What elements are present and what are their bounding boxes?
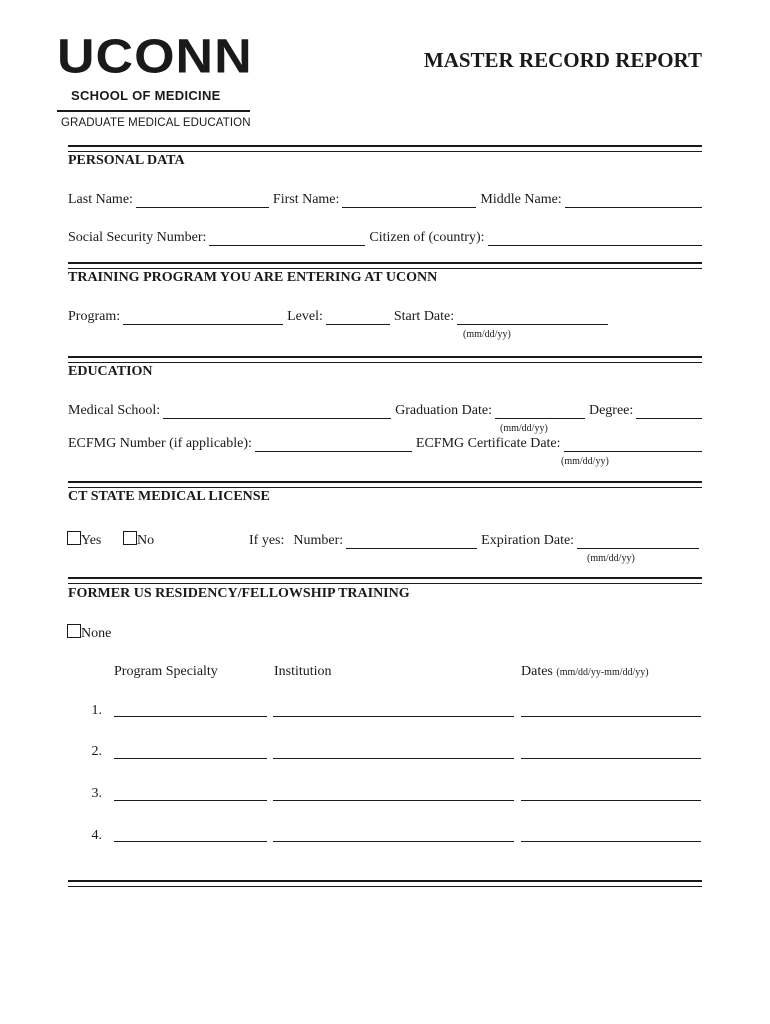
specialty-field[interactable] <box>114 703 267 717</box>
level-field[interactable] <box>326 312 390 325</box>
column-header-institution: Institution <box>274 664 332 679</box>
section-divider <box>68 577 702 584</box>
last-name-field[interactable] <box>136 195 269 208</box>
expiration-date-format-hint: (mm/dd/yy) <box>587 553 635 564</box>
ssn-row <box>68 230 702 246</box>
section-heading-former-training: FORMER US RESIDENCY/FELLOWSHIP TRAINING <box>68 586 410 601</box>
program-row <box>68 309 608 325</box>
if-yes-label: If yes: <box>249 533 285 548</box>
section-divider <box>68 262 702 269</box>
dates-field[interactable] <box>521 703 701 717</box>
degree-label: Degree: <box>588 403 634 418</box>
none-option <box>67 624 111 642</box>
citizen-label: Citizen of (country): <box>369 230 485 245</box>
middle-name-field[interactable] <box>565 195 702 208</box>
program-label: Program: <box>68 309 121 324</box>
level-label: Level: <box>287 309 323 324</box>
graduation-date-label: Graduation Date: <box>395 403 492 418</box>
license-no-checkbox[interactable] <box>123 531 137 545</box>
start-date-field[interactable] <box>457 312 608 325</box>
ssn-label: Social Security Number: <box>68 230 207 245</box>
institution-field[interactable] <box>273 745 514 759</box>
institution-field[interactable] <box>273 828 514 842</box>
none-checkbox[interactable] <box>67 624 81 638</box>
name-row <box>68 192 702 208</box>
footer-divider <box>68 880 702 887</box>
ecfmg-date-format-hint: (mm/dd/yy) <box>561 456 609 467</box>
citizen-field[interactable] <box>488 233 703 246</box>
section-heading-education: EDUCATION <box>68 364 153 379</box>
department-name: GRADUATE MEDICAL EDUCATION <box>61 117 251 129</box>
license-yes-label: Yes <box>81 533 102 548</box>
institution-field[interactable] <box>273 787 514 801</box>
specialty-field[interactable] <box>114 745 267 759</box>
license-no-label: No <box>137 533 155 548</box>
column-header-specialty: Program Specialty <box>114 664 218 679</box>
license-number-row <box>249 533 699 549</box>
start-date-label: Start Date: <box>393 309 455 324</box>
ssn-field[interactable] <box>209 233 365 246</box>
degree-field[interactable] <box>636 406 702 419</box>
medical-school-field[interactable] <box>163 406 391 419</box>
section-divider <box>68 356 702 363</box>
license-number-label: Number: <box>293 533 344 548</box>
logo-divider <box>57 110 250 112</box>
graduation-date-field[interactable] <box>495 406 585 419</box>
dates-format-hint: (mm/dd/yy-mm/dd/yy) <box>556 667 649 678</box>
specialty-field[interactable] <box>114 828 267 842</box>
graduation-date-format-hint: (mm/dd/yy) <box>500 423 548 434</box>
expiration-date-label: Expiration Date: <box>481 533 575 548</box>
section-heading-license: CT STATE MEDICAL LICENSE <box>68 489 270 504</box>
medical-school-row <box>68 403 702 419</box>
row-number: 4. <box>91 828 102 843</box>
start-date-format-hint: (mm/dd/yy) <box>463 329 511 340</box>
last-name-label: Last Name: <box>68 192 133 207</box>
ecfmg-number-label: ECFMG Number (if applicable): <box>68 436 252 451</box>
section-divider <box>68 145 702 152</box>
section-heading-training: TRAINING PROGRAM YOU ARE ENTERING AT UCONN <box>68 270 438 285</box>
none-label: None <box>81 626 112 641</box>
middle-name-label: Middle Name: <box>480 192 562 207</box>
first-name-label: First Name: <box>272 192 340 207</box>
specialty-field[interactable] <box>114 787 267 801</box>
expiration-date-field[interactable] <box>577 536 699 549</box>
ecfmg-cert-date-label: ECFMG Certificate Date: <box>415 436 561 451</box>
dates-field[interactable] <box>521 828 701 842</box>
first-name-field[interactable] <box>342 195 476 208</box>
document-title: MASTER RECORD REPORT <box>423 48 702 72</box>
uconn-logo: UCONN <box>57 30 253 84</box>
dates-field[interactable] <box>521 787 701 801</box>
ecfmg-number-field[interactable] <box>255 439 412 452</box>
column-header-dates <box>521 664 649 680</box>
row-number: 1. <box>91 703 102 718</box>
section-divider <box>68 481 702 488</box>
school-name: SCHOOL OF MEDICINE <box>71 88 221 103</box>
medical-school-label: Medical School: <box>68 403 161 418</box>
row-number: 3. <box>91 786 102 801</box>
license-number-field[interactable] <box>346 536 477 549</box>
dates-field[interactable] <box>521 745 701 759</box>
program-field[interactable] <box>123 312 283 325</box>
ecfmg-row <box>68 436 702 452</box>
ecfmg-cert-date-field[interactable] <box>564 439 702 452</box>
section-heading-personal: PERSONAL DATA <box>68 153 185 168</box>
license-yes-option <box>67 531 101 549</box>
dates-label: Dates <box>521 664 553 679</box>
license-yes-checkbox[interactable] <box>67 531 81 545</box>
row-number: 2. <box>91 744 102 759</box>
license-no-option <box>123 531 154 549</box>
institution-field[interactable] <box>273 703 514 717</box>
